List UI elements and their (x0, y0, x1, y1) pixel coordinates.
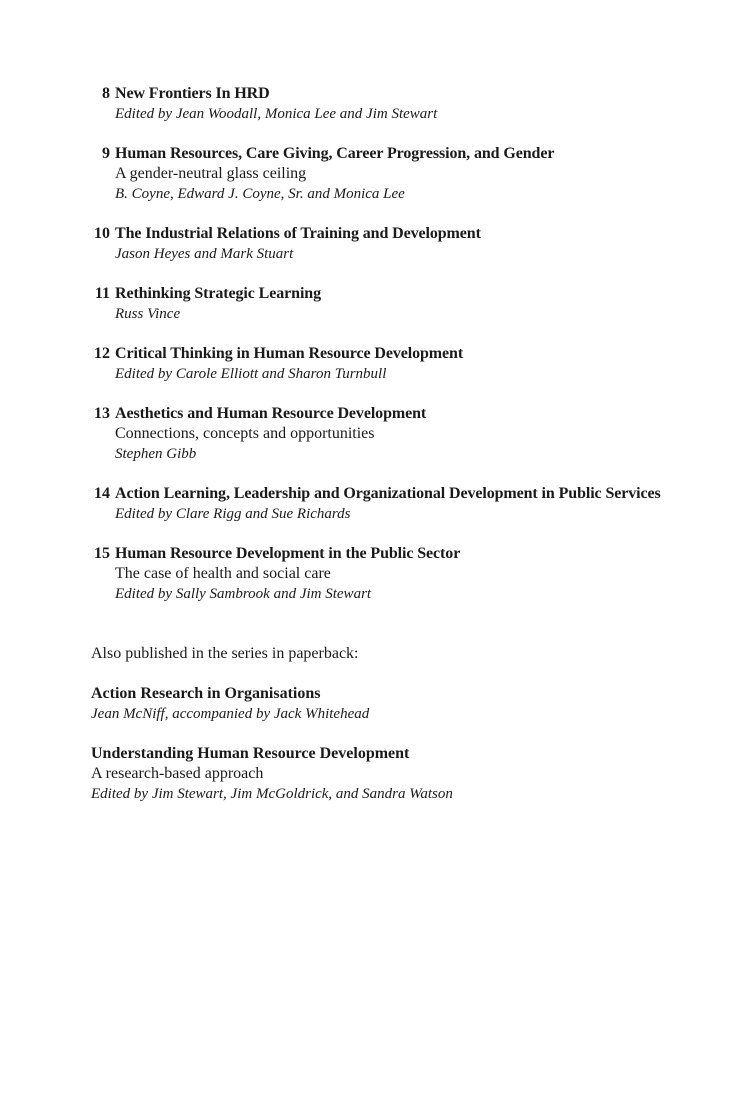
series-entry-10 (91, 224, 691, 264)
series-entry-9 (91, 144, 691, 204)
series-entry-8 (91, 84, 691, 124)
entry-number: 12 (94, 345, 110, 362)
entry-authors: Stephen Gibb (115, 446, 197, 462)
entry-subtitle: The case of health and social care (115, 565, 331, 582)
entry-number: 10 (94, 225, 110, 242)
entry-authors: Russ Vince (115, 306, 181, 322)
entry-subtitle: Connections, concepts and opportunities (115, 425, 375, 442)
entry-number: 11 (94, 285, 110, 302)
also-published-label: Also published in the series in paperback: (91, 645, 359, 662)
paperback-entry (91, 744, 691, 804)
paperback-entry (91, 684, 691, 724)
series-entry-12 (91, 344, 691, 384)
entry-title: New Frontiers In HRD (115, 85, 270, 102)
entry-authors: Edited by Jean Woodall, Monica Lee and Jim Stewart (115, 106, 438, 122)
entry-authors: Edited by Sally Sambrook and Jim Stewart (115, 586, 372, 602)
paperback-title: Action Research in Organisations (91, 685, 321, 702)
paperback-list (91, 684, 691, 824)
entry-authors: Edited by Clare Rigg and Sue Richards (115, 506, 351, 522)
entry-title: Action Learning, Leadership and Organizational Development in Public Services (115, 485, 661, 502)
series-entry-11 (91, 284, 691, 324)
entry-title: Human Resources, Care Giving, Career Progression, and Gender (115, 145, 555, 162)
series-list (91, 84, 691, 624)
series-entry-15 (91, 544, 691, 604)
entry-number: 9 (102, 145, 110, 162)
paperback-subtitle: A research-based approach (91, 765, 264, 782)
entry-number: 8 (102, 85, 110, 102)
entry-authors: Edited by Carole Elliott and Sharon Turnbull (115, 366, 387, 382)
entry-title: Critical Thinking in Human Resource Development (115, 345, 464, 362)
entry-title: The Industrial Relations of Training and Development (115, 225, 481, 242)
entry-number: 15 (94, 545, 110, 562)
paperback-title: Understanding Human Resource Development (91, 745, 410, 762)
paperback-authors: Jean McNiff, accompanied by Jack Whitehead (91, 706, 370, 722)
entry-number: 13 (94, 405, 110, 422)
series-entry-14 (91, 484, 691, 524)
entry-title: Human Resource Development in the Public Sector (115, 545, 461, 562)
entry-title: Rethinking Strategic Learning (115, 285, 321, 302)
series-entry-13 (91, 404, 691, 464)
entry-title: Aesthetics and Human Resource Development (115, 405, 427, 422)
entry-authors: Jason Heyes and Mark Stuart (115, 246, 294, 262)
entry-number: 14 (94, 485, 110, 502)
paperback-authors: Edited by Jim Stewart, Jim McGoldrick, and Sandra Watson (91, 786, 453, 802)
entry-subtitle: A gender-neutral glass ceiling (115, 165, 307, 182)
entry-authors: B. Coyne, Edward J. Coyne, Sr. and Monica Lee (115, 186, 405, 202)
